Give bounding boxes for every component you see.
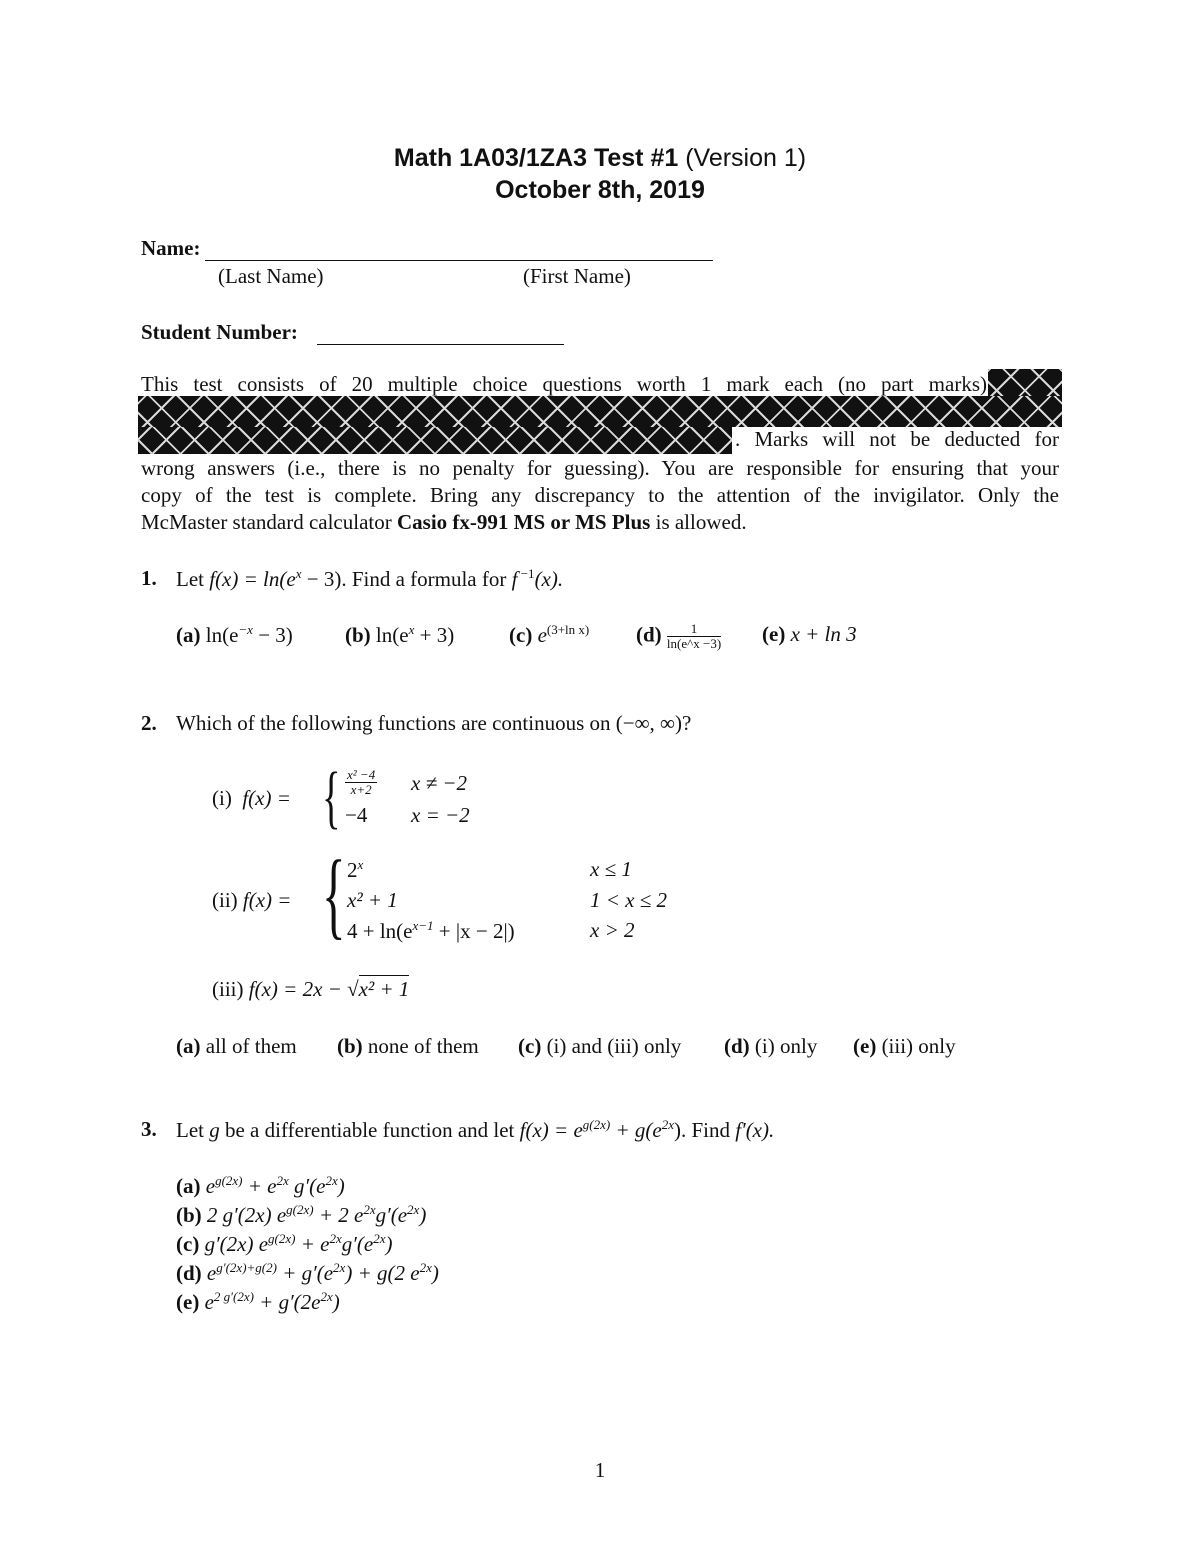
question-3-text <box>176 1117 774 1143</box>
fii-case1-cond: x ≤ 1 <box>590 857 632 881</box>
name-input-line[interactable] <box>205 260 713 261</box>
question-2-number: 2. <box>141 711 157 735</box>
choice-text: (i) only <box>754 1034 818 1058</box>
choice-label: (c) <box>176 1232 200 1256</box>
frac-den: ln(e^x −3) <box>666 636 722 651</box>
q1-text-c: (x). <box>534 567 564 591</box>
choice-label: (a) <box>176 1174 201 1198</box>
choice-text: none of them <box>367 1034 479 1058</box>
instructions-line-5 <box>141 510 747 535</box>
fi-lhs: f(x) = <box>242 786 291 810</box>
q1-text-b: − 3). Find a formula for <box>301 567 512 591</box>
q3-fx: f(x) = e <box>519 1118 583 1142</box>
choice-label: (b) <box>176 1203 202 1227</box>
q2-fii-label <box>212 888 291 913</box>
test-date: October 8th, 2019 <box>495 176 705 204</box>
q2-choice-e[interactable] <box>853 1034 956 1059</box>
choice-label: (e) <box>853 1034 877 1058</box>
fi-case1-cond: x ≠ −2 <box>411 771 468 795</box>
redaction-block-1 <box>988 369 1062 396</box>
choice-rest: + 3) <box>414 623 455 647</box>
question-1-number: 1. <box>141 566 157 590</box>
instructions-line-4: copy of the test is complete. Bring any discrepancy to the attention of the invigilator. Only the <box>141 483 1059 507</box>
first-name-hint: (First Name) <box>523 264 631 288</box>
q2-fi-label <box>212 786 291 811</box>
choice-text: e <box>537 623 547 647</box>
brace-icon: { <box>322 759 341 836</box>
instructions-line-3: wrong answers (i.e., there is no penalty for guessing). You are responsible for ensuring that your <box>141 456 1059 480</box>
choice-fraction <box>667 622 721 651</box>
q3-choice-a[interactable] <box>176 1173 345 1199</box>
calc-text-end: is allowed. <box>650 510 747 534</box>
q2-choice-b[interactable] <box>337 1034 479 1059</box>
q1-sup: x <box>295 566 302 581</box>
fii-c3-rest: + |x − 2|) <box>433 919 515 943</box>
q1-choice-d[interactable] <box>636 622 721 651</box>
calculator-model: Casio fx-991 MS or MS Plus <box>396 510 651 534</box>
student-number-label: Student Number: <box>141 320 298 344</box>
choice-label: (b) <box>345 623 371 647</box>
q3-sup2: 2x <box>661 1117 674 1132</box>
q3-choice-c[interactable] <box>176 1231 392 1257</box>
q3-choice-b[interactable] <box>176 1202 426 1228</box>
fiii-radicand: x² + 1 <box>358 977 410 1001</box>
calc-text: McMaster standard calculator <box>141 510 397 534</box>
choice-label: (e) <box>176 1290 200 1314</box>
q3-choice-e[interactable] <box>176 1289 340 1315</box>
fi-case2-cond: x = −2 <box>411 803 470 827</box>
q3-sup: g(2x) <box>582 1117 611 1132</box>
choice-text: (i) and (iii) only <box>546 1034 682 1058</box>
fiii-lhs: f(x) = 2x − <box>248 977 342 1001</box>
choice-text: ln(e <box>375 623 409 647</box>
q1-text-a: Let <box>176 567 210 591</box>
q1-inv-sup: −1 <box>517 566 535 581</box>
fi-den: x+2 <box>350 782 372 797</box>
fii-case2-cond: 1 < x ≤ 2 <box>590 888 668 912</box>
fii-label: (ii) <box>212 888 238 912</box>
q1-fx: f(x) = ln(e <box>209 567 296 591</box>
choice-math: $e^{2 g'(2x)} + g'(2e^{2x})$ <box>204 1289 340 1314</box>
choice-math: $e^{g(2x)} + e^{2x}$ $g'(e^{2x})$ <box>205 1173 345 1198</box>
q2-choice-c[interactable] <box>518 1034 681 1059</box>
choice-sup: −x <box>238 622 253 637</box>
name-label: Name: <box>141 236 201 260</box>
choice-label: (d) <box>176 1261 202 1285</box>
choice-math: $e^{g'(2x)+g(2)} + g'(e^{2x}) + g(2$ $e^{2x}$) <box>206 1260 439 1285</box>
choice-text: x + ln 3 <box>790 622 857 646</box>
choice-label: (d) <box>636 622 662 647</box>
sqrt-icon: √ <box>347 977 359 1001</box>
choice-label: (a) <box>176 623 201 647</box>
q1-finv: f <box>511 567 518 591</box>
fiii-label: (iii) <box>212 977 244 1001</box>
fii-lhs: f(x) = <box>242 888 292 912</box>
choice-label: (a) <box>176 1034 201 1058</box>
q3-g: g <box>209 1118 220 1142</box>
fii-case3-cond: x > 2 <box>590 918 635 942</box>
question-2-text: Which of the following functions are continuous on (−∞, ∞)? <box>176 711 692 735</box>
page-number: 1 <box>594 1458 606 1482</box>
choice-rest: − 3) <box>252 623 293 647</box>
q1-choice-b[interactable] <box>345 622 454 648</box>
fii-c1-sup: x <box>357 857 364 872</box>
fii-c1: 2 <box>347 858 358 882</box>
fi-label: (i) <box>212 786 232 810</box>
instructions-line-1: This test consists of 20 multiple choice questions worth 1 mark each (no part marks) <box>141 372 987 396</box>
q1-choice-c[interactable] <box>509 622 589 648</box>
question-3-number: 3. <box>141 1117 157 1141</box>
choice-label: (c) <box>509 623 533 647</box>
brace-icon: { <box>322 841 346 949</box>
student-number-input-line[interactable] <box>317 344 564 345</box>
choice-text: all of them <box>205 1034 297 1058</box>
question-1-text <box>176 566 563 592</box>
choice-label: (e) <box>762 622 786 646</box>
q3-b: be a differentiable function and let <box>219 1118 520 1142</box>
q3-a: Let <box>176 1118 210 1142</box>
instructions-line-2: . Marks will not be deducted for <box>735 427 1059 451</box>
q3-choice-d[interactable] <box>176 1260 439 1286</box>
test-version: (Version 1) <box>678 144 807 172</box>
q2-fiii <box>212 977 409 1002</box>
redaction-block-2 <box>138 396 1062 427</box>
choice-text: ln(e <box>205 623 239 647</box>
fii-c3-sup: x−1 <box>412 918 434 933</box>
choice-text: (iii) only <box>881 1034 956 1058</box>
fii-c3: 4 + ln(e <box>347 919 413 943</box>
redaction-block-3 <box>138 427 732 454</box>
choice-math: g′(2x) $e^{g(2x)} + e^{2x}g'(e^{2x})$ <box>204 1231 393 1256</box>
choice-label: (b) <box>337 1034 363 1058</box>
fii-case3 <box>347 918 515 944</box>
q1-choice-e[interactable] <box>762 622 857 647</box>
q3-c: ). Find <box>674 1118 736 1142</box>
fi-case2: −4 <box>345 803 368 827</box>
choice-label: (d) <box>724 1034 750 1058</box>
fii-case2: x² + 1 <box>347 888 398 912</box>
fi-frac <box>345 768 377 797</box>
choice-label: (c) <box>518 1034 542 1058</box>
fi-case1-frac <box>345 768 377 797</box>
q3-fx-b: + g(e <box>610 1118 662 1142</box>
fii-case1 <box>347 857 363 883</box>
choice-math: 2 g′(2x) $e^{g(2x)} + 2$ $e^{2x}g'(e^{2x})$ <box>206 1202 427 1227</box>
last-name-hint: (Last Name) <box>218 264 324 288</box>
q1-choice-a[interactable] <box>176 622 293 648</box>
choice-sup: x <box>408 622 415 637</box>
q3-fp: f′(x). <box>735 1118 775 1142</box>
q2-choice-d[interactable] <box>724 1034 817 1059</box>
q2-choice-a[interactable] <box>176 1034 297 1059</box>
frac-num: 1 <box>667 622 721 637</box>
fi-num: x² −4 <box>347 767 376 782</box>
choice-sup: (3+ln x) <box>546 622 590 637</box>
test-title <box>0 144 1200 173</box>
test-title-bold: Math 1A03/1ZA3 Test #1 <box>393 144 679 172</box>
